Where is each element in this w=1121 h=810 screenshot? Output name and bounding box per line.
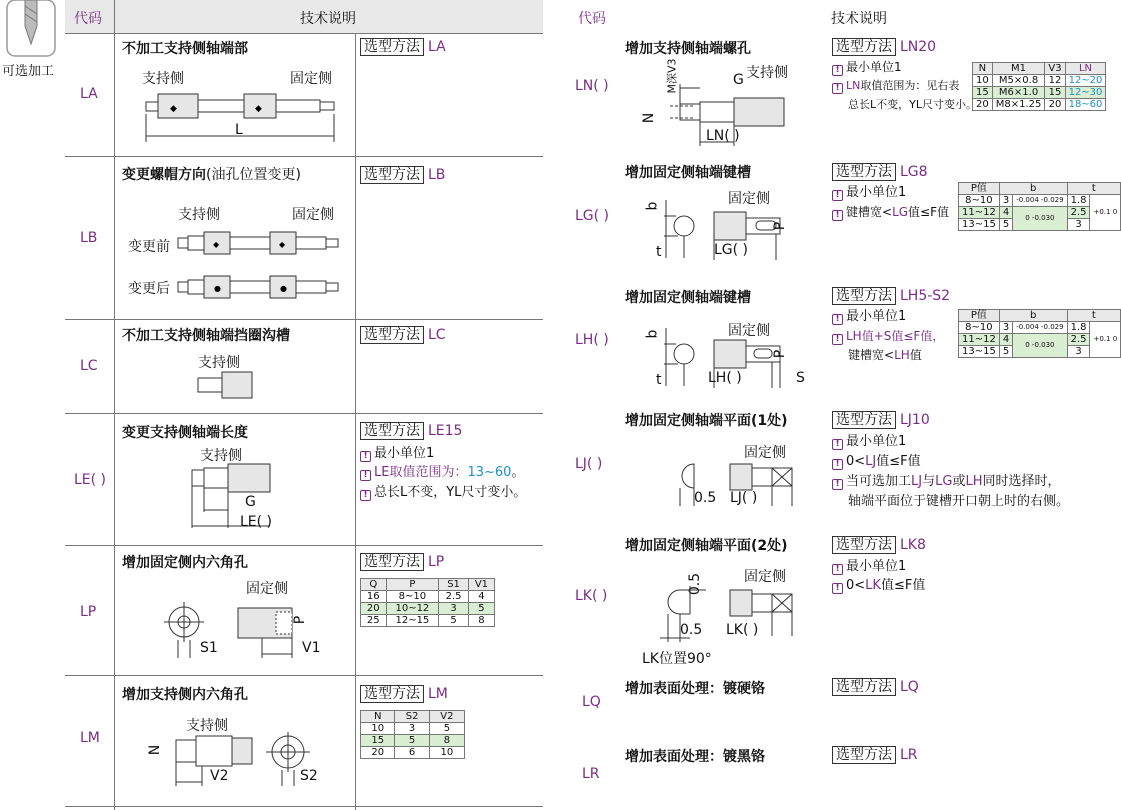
lh-note-1: ! 最小单位1 xyxy=(832,307,906,326)
lj-fixed-label: 固定侧 xyxy=(744,445,786,461)
la-fixed-label: 固定侧 xyxy=(290,71,332,87)
lh-dim-t: t xyxy=(656,372,662,388)
lk-note-2: ! 0<LK值≤F值 xyxy=(832,576,925,595)
lb-after-label: 变更后 xyxy=(128,281,170,297)
select-lq: 选型方法 LQ xyxy=(832,678,919,697)
title-ln: 增加支持侧轴端螺孔 xyxy=(625,41,751,57)
select-ln: 选型方法 LN20 xyxy=(832,38,936,57)
lg-note-2: ! 键槽宽<LG值≤F值 xyxy=(832,203,949,222)
title-lp: 增加固定侧内六角孔 xyxy=(122,555,248,571)
select-lp: 选型方法 LP xyxy=(360,553,444,572)
select-lc: 选型方法 LC xyxy=(360,326,446,345)
right-header-desc: 技术说明 xyxy=(831,11,887,27)
lg-spec-table: P值 b t 8~10 3 -0.004 -0.029 1.8 +0.1 0 11~12 4 0 -0.030 2.5 13~15 5 3 xyxy=(958,182,1121,231)
lg-dim-b: b xyxy=(644,201,661,211)
select-lr: 选型方法 LR xyxy=(832,746,918,765)
drill-icon xyxy=(6,0,56,58)
select-lb: 选型方法 LB xyxy=(360,166,445,185)
lk-position-label: LK位置90° xyxy=(642,651,712,667)
lh-spec-table: P值 b t 8~10 3 -0.004 -0.029 1.8 +0.1 0 11~12 4 0 -0.030 2.5 13~15 5 3 xyxy=(958,309,1121,358)
code-lq: LQ xyxy=(582,694,601,710)
la-dim-l: L xyxy=(235,122,243,138)
title-lg: 增加固定侧轴端键槽 xyxy=(625,165,751,181)
lh-dim-b: b xyxy=(644,329,661,339)
lg-fixed-label: 固定侧 xyxy=(728,191,770,207)
title-lk: 增加固定侧轴端平面(2处) xyxy=(625,538,788,554)
select-la: 选型方法 LA xyxy=(360,38,446,57)
lm-support-label: 支持侧 xyxy=(186,718,228,734)
lb-fixed-label: 固定侧 xyxy=(292,207,334,223)
select-le: 选型方法 LE15 xyxy=(360,422,462,441)
ln-note-1: ! 最小单位1 xyxy=(832,58,902,77)
la-support-label: 支持侧 xyxy=(142,71,184,87)
code-le: LE( ) xyxy=(74,472,107,488)
lm-dim-n: N xyxy=(147,744,164,756)
lj-dim-lj: LJ( ) xyxy=(730,490,758,506)
lj-note-1: ! 最小单位1 xyxy=(832,432,906,451)
select-lg: 选型方法 LG8 xyxy=(832,163,928,182)
code-la: LA xyxy=(80,86,98,102)
lk-dim-05b: 0.5 xyxy=(680,622,703,638)
select-lk: 选型方法 LK8 xyxy=(832,536,926,555)
badge-label: 可选加工 xyxy=(2,64,55,79)
ln-dim-m: M深V3 xyxy=(665,58,679,94)
ln-dim-n: N xyxy=(641,112,658,124)
code-ln: LN( ) xyxy=(575,78,609,94)
select-lh: 选型方法 LH5-S2 xyxy=(832,287,950,306)
ln-dim-g: G xyxy=(733,72,744,88)
svg-text:◆: ◆ xyxy=(170,104,177,114)
lh-dim-s: S xyxy=(796,370,805,386)
svg-text:◆: ◆ xyxy=(279,240,286,249)
title-lr: 增加表面处理：镀黑铬 xyxy=(625,749,765,765)
lh-dim-lh: LH( ) xyxy=(708,370,742,386)
lj-dim-05: 0.5 xyxy=(694,490,717,506)
lk-dim-05a: 0.5 xyxy=(687,572,704,596)
lp-dim-s: S1 xyxy=(200,640,218,656)
lp-dim-p: P xyxy=(292,615,309,625)
code-lc: LC xyxy=(80,358,98,374)
code-lk: LK( ) xyxy=(575,588,608,604)
lh-fixed-label: 固定侧 xyxy=(728,323,770,339)
lg-note-1: ! 最小单位1 xyxy=(832,183,906,202)
le-note-1: ! 最小单位1 xyxy=(360,444,434,463)
lk-note-1: ! 最小单位1 xyxy=(832,557,906,576)
le-note-2: ! LE取值范围为：13~60。 xyxy=(360,463,524,482)
lp-fixed-label: 固定侧 xyxy=(246,581,288,597)
lg-dim-lg: LG( ) xyxy=(714,242,749,258)
lp-dim-v: V1 xyxy=(302,640,321,656)
ln-support-label: 支持侧 xyxy=(746,65,788,81)
lh-note-2: ! LH值+S值≤F值， xyxy=(832,327,944,346)
svg-text:●: ● xyxy=(214,284,221,293)
title-lh: 增加固定侧轴端键槽 xyxy=(625,290,751,306)
lj-note-3: ! 当可选加工LJ与LG或LH同时选择时， xyxy=(832,472,1061,491)
lc-shaft-end xyxy=(196,370,256,400)
lb-shaft-before xyxy=(176,230,341,256)
title-lj: 增加固定侧轴端平面(1处) xyxy=(625,413,788,429)
lh-note-3: 键槽宽<LH值 xyxy=(848,348,922,362)
svg-text:●: ● xyxy=(280,284,287,293)
code-lj: LJ( ) xyxy=(575,456,603,472)
svg-text:◆: ◆ xyxy=(255,104,262,114)
select-lj: 选型方法 LJ10 xyxy=(832,411,930,430)
lg-dim-t: t xyxy=(656,244,662,260)
optional-processing-badge xyxy=(0,0,62,80)
code-lm: LM xyxy=(80,730,100,746)
lb-shaft-after xyxy=(176,274,341,300)
code-lb: LB xyxy=(80,230,98,246)
lk-dim-lk: LK( ) xyxy=(726,622,759,638)
lj-note-2: ! 0<LJ值≤F值 xyxy=(832,452,921,471)
lg-dim-p: P xyxy=(772,221,789,231)
le-note-3: ! 总长L不变，YL尺寸变小。 xyxy=(360,483,526,502)
le-support-label: 支持侧 xyxy=(200,448,242,464)
title-la: 不加工支持侧轴端部 xyxy=(122,41,248,57)
ln-note-2: ! LN取值范围为：见右表 xyxy=(832,76,959,95)
select-lm: 选型方法 LM xyxy=(360,685,448,704)
code-lr: LR xyxy=(582,766,600,782)
code-lg: LG( ) xyxy=(575,208,610,224)
title-lb: 变更螺帽方向(油孔位置变更) xyxy=(122,167,301,183)
ln-dim-ln: LN( ) xyxy=(706,128,740,144)
svg-text:◆: ◆ xyxy=(213,240,220,249)
lk-fixed-label: 固定侧 xyxy=(744,569,786,585)
lp-spec-table: Q P S1 V1 16 8~10 2.5 4 20 10~12 3 5 25 12~15 5 8 xyxy=(360,578,495,627)
lb-support-label: 支持侧 xyxy=(178,207,220,223)
ln-note-3: 总长L不变，YL尺寸变小。 xyxy=(848,98,977,111)
lc-support-label: 支持侧 xyxy=(198,355,240,371)
right-header-code: 代码 xyxy=(578,11,606,27)
lm-spec-table: N S2 V2 10 3 5 15 5 8 20 6 10 xyxy=(360,710,465,759)
le-dim-g: G xyxy=(245,494,256,510)
code-lh: LH( ) xyxy=(575,332,609,348)
title-lm: 增加支持侧内六角孔 xyxy=(122,687,248,703)
lm-dim-s: S2 xyxy=(300,768,318,784)
lm-dim-v: V2 xyxy=(210,768,229,784)
title-lq: 增加表面处理：镀硬铬 xyxy=(625,681,765,697)
title-lc: 不加工支持侧轴端挡圈沟槽 xyxy=(122,328,290,344)
lb-before-label: 变更前 xyxy=(128,239,170,255)
code-lp: LP xyxy=(80,604,97,620)
left-header-desc: 技术说明 xyxy=(300,11,356,27)
title-le: 变更支持侧轴端长度 xyxy=(122,425,248,441)
left-header-code: 代码 xyxy=(74,11,102,27)
le-dim-le: LE( ) xyxy=(240,514,273,530)
lh-dim-p: P xyxy=(772,349,789,359)
lj-note-4: 轴端平面位于键槽开口朝上时的右侧。 xyxy=(848,494,1070,509)
ln-spec-table: N M1 V3 LN 10 M5×0.8 12 12~20 15 M6×1.0 15 12~30 20 M8×1.25 20 18~60 xyxy=(972,62,1106,111)
